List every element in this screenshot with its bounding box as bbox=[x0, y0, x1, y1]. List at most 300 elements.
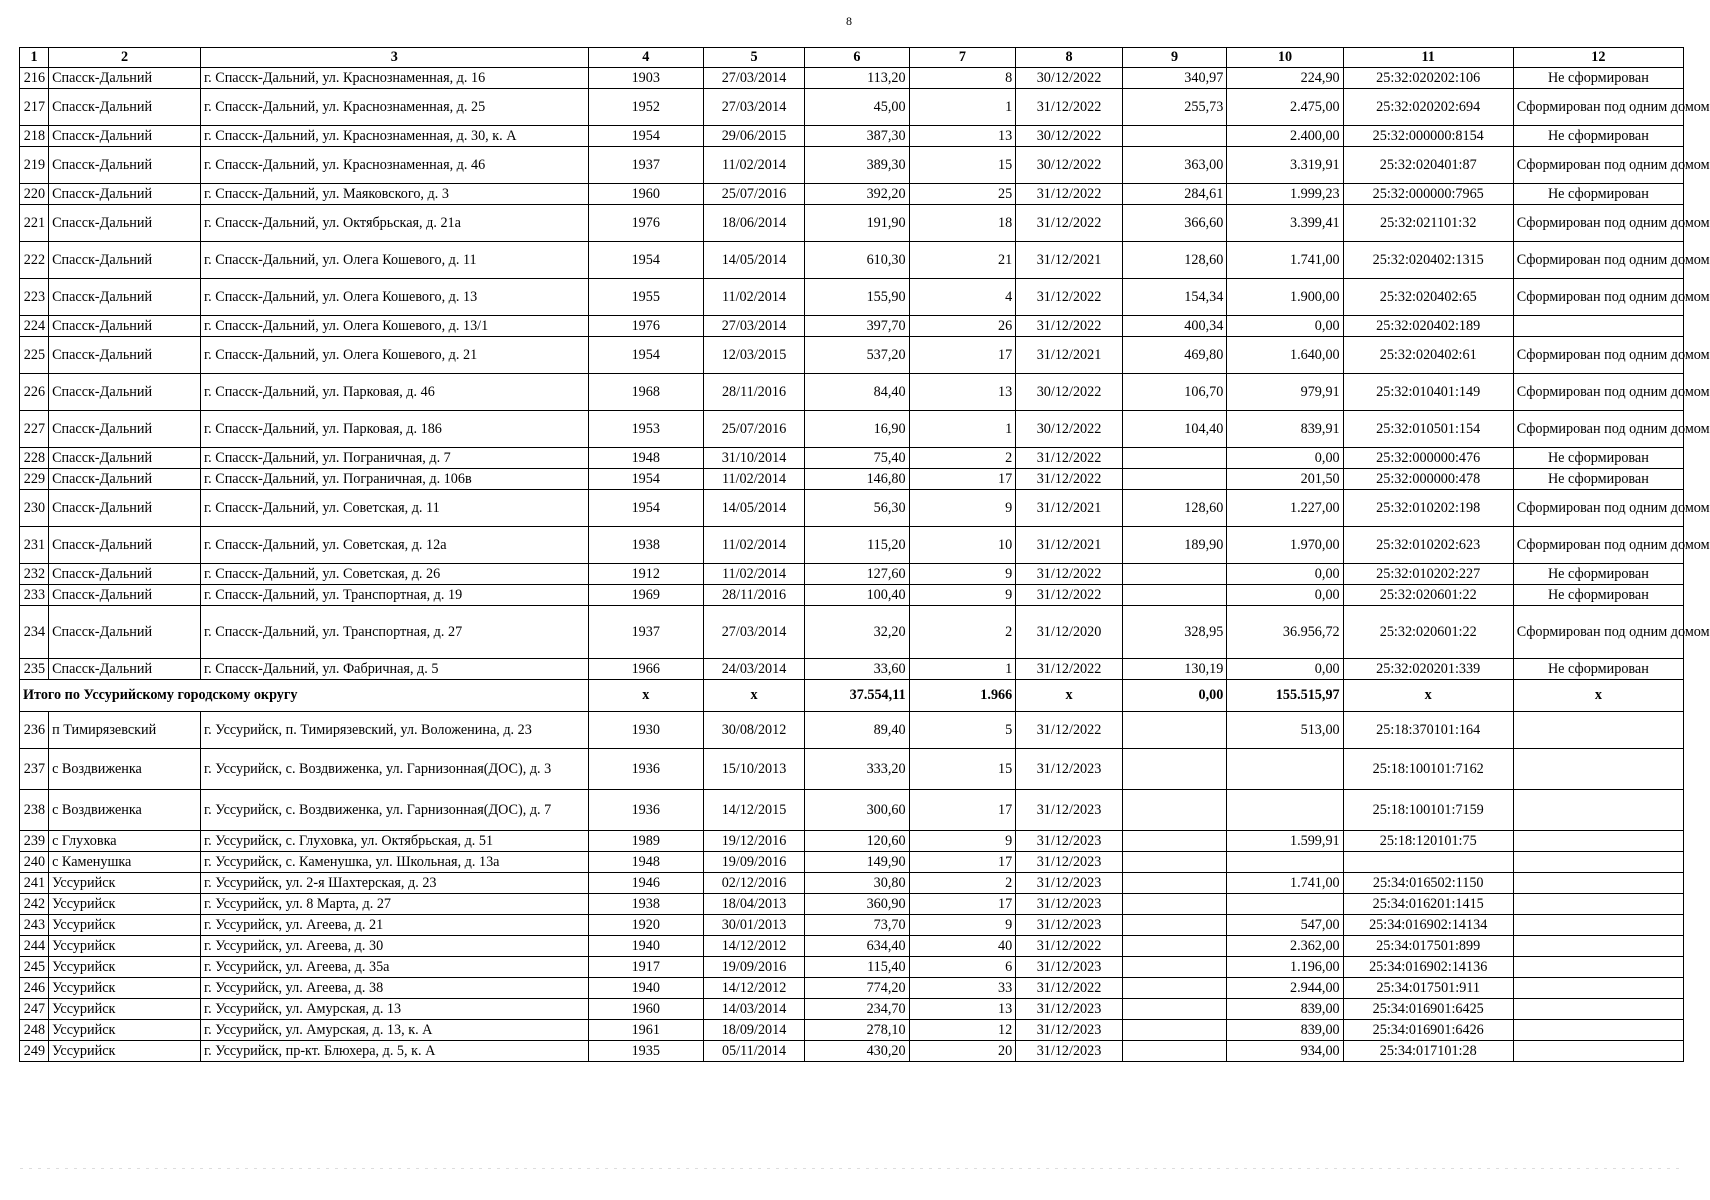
cadastral-number: 25:32:020401:87 bbox=[1343, 147, 1513, 184]
land-status bbox=[1513, 1020, 1683, 1041]
residents: 17 bbox=[909, 337, 1016, 374]
build-year: 1953 bbox=[588, 411, 703, 448]
area: 392,20 bbox=[805, 184, 909, 205]
address: г. Уссурийск, ул. Амурская, д. 13, к. А bbox=[200, 1020, 588, 1041]
table-row bbox=[20, 68, 1684, 89]
land-status bbox=[1513, 915, 1683, 936]
address: г. Уссурийск, с. Воздвиженка, ул. Гарнизонная(ДОС), д. 3 bbox=[200, 749, 588, 790]
total-c5: x bbox=[703, 680, 804, 712]
col9-value: 106,70 bbox=[1122, 374, 1226, 411]
land-status: Не сформирован bbox=[1513, 448, 1683, 469]
date: 24/03/2014 bbox=[703, 659, 804, 680]
land-status: Сформирован под одним домом bbox=[1513, 279, 1683, 316]
land-status: Сформирован под одним домом bbox=[1513, 411, 1683, 448]
col10-value: 547,00 bbox=[1227, 915, 1343, 936]
settlement: Уссурийск bbox=[49, 978, 201, 999]
date: 02/12/2016 bbox=[703, 873, 804, 894]
settlement: Спасск-Дальний bbox=[49, 184, 201, 205]
date: 11/02/2014 bbox=[703, 564, 804, 585]
column-header-11: 11 bbox=[1343, 48, 1513, 68]
date: 14/12/2012 bbox=[703, 978, 804, 999]
area: 100,40 bbox=[805, 585, 909, 606]
table-row bbox=[20, 831, 1684, 852]
deadline: 31/12/2022 bbox=[1016, 585, 1123, 606]
build-year: 1920 bbox=[588, 915, 703, 936]
table-row bbox=[20, 712, 1684, 749]
address: г. Уссурийск, с. Воздвиженка, ул. Гарнизонная(ДОС), д. 7 bbox=[200, 790, 588, 831]
cadastral-number bbox=[1343, 852, 1513, 873]
address: г. Спасск-Дальний, ул. Олега Кошевого, д. 11 bbox=[200, 242, 588, 279]
area: 75,40 bbox=[805, 448, 909, 469]
row-number: 247 bbox=[20, 999, 49, 1020]
residents: 21 bbox=[909, 242, 1016, 279]
settlement: с Воздвиженка bbox=[49, 749, 201, 790]
cadastral-number: 25:32:020402:65 bbox=[1343, 279, 1513, 316]
deadline: 30/12/2022 bbox=[1016, 374, 1123, 411]
row-number: 243 bbox=[20, 915, 49, 936]
row-number: 244 bbox=[20, 936, 49, 957]
row-number: 240 bbox=[20, 852, 49, 873]
build-year: 1954 bbox=[588, 242, 703, 279]
area: 120,60 bbox=[805, 831, 909, 852]
col10-value bbox=[1227, 790, 1343, 831]
area: 387,30 bbox=[805, 126, 909, 147]
area: 115,20 bbox=[805, 527, 909, 564]
page-number: 8 bbox=[846, 14, 852, 28]
total-label: Итого по Уссурийскому городскому округу bbox=[20, 680, 589, 712]
land-status: Сформирован под одним домом bbox=[1513, 89, 1683, 126]
deadline: 31/12/2022 bbox=[1016, 659, 1123, 680]
address: г. Уссурийск, ул. Агеева, д. 35а bbox=[200, 957, 588, 978]
build-year: 1976 bbox=[588, 205, 703, 242]
col9-value bbox=[1122, 831, 1226, 852]
col10-value: 0,00 bbox=[1227, 564, 1343, 585]
cadastral-number: 25:18:100101:7162 bbox=[1343, 749, 1513, 790]
date: 15/10/2013 bbox=[703, 749, 804, 790]
deadline: 31/12/2021 bbox=[1016, 490, 1123, 527]
cadastral-number: 25:34:017501:911 bbox=[1343, 978, 1513, 999]
settlement: Уссурийск bbox=[49, 999, 201, 1020]
col10-value: 0,00 bbox=[1227, 316, 1343, 337]
row-number: 223 bbox=[20, 279, 49, 316]
address: г. Спасск-Дальний, ул. Пограничная, д. 106в bbox=[200, 469, 588, 490]
col9-value bbox=[1122, 749, 1226, 790]
address: г. Спасск-Дальний, ул. Краснознаменная, д. 30, к. А bbox=[200, 126, 588, 147]
deadline: 31/12/2022 bbox=[1016, 564, 1123, 585]
residents: 17 bbox=[909, 790, 1016, 831]
date: 30/08/2012 bbox=[703, 712, 804, 749]
column-header-8: 8 bbox=[1016, 48, 1123, 68]
settlement: Спасск-Дальний bbox=[49, 469, 201, 490]
deadline: 31/12/2022 bbox=[1016, 184, 1123, 205]
settlement: Спасск-Дальний bbox=[49, 279, 201, 316]
address: г. Спасск-Дальний, ул. Фабричная, д. 5 bbox=[200, 659, 588, 680]
land-status bbox=[1513, 712, 1683, 749]
cadastral-number: 25:32:020402:61 bbox=[1343, 337, 1513, 374]
deadline: 31/12/2023 bbox=[1016, 790, 1123, 831]
build-year: 1912 bbox=[588, 564, 703, 585]
col9-value: 363,00 bbox=[1122, 147, 1226, 184]
build-year: 1940 bbox=[588, 978, 703, 999]
build-year: 1954 bbox=[588, 469, 703, 490]
build-year: 1937 bbox=[588, 606, 703, 659]
residents: 9 bbox=[909, 564, 1016, 585]
col9-value bbox=[1122, 915, 1226, 936]
col10-value: 201,50 bbox=[1227, 469, 1343, 490]
deadline: 31/12/2022 bbox=[1016, 469, 1123, 490]
date: 14/12/2012 bbox=[703, 936, 804, 957]
row-number: 246 bbox=[20, 978, 49, 999]
area: 84,40 bbox=[805, 374, 909, 411]
col9-value bbox=[1122, 585, 1226, 606]
row-number: 218 bbox=[20, 126, 49, 147]
address: г. Спасск-Дальний, ул. Парковая, д. 46 bbox=[200, 374, 588, 411]
address: г. Спасск-Дальний, ул. Октябрьская, д. 21а bbox=[200, 205, 588, 242]
deadline: 31/12/2021 bbox=[1016, 242, 1123, 279]
deadline: 31/12/2022 bbox=[1016, 712, 1123, 749]
land-status bbox=[1513, 852, 1683, 873]
residents: 13 bbox=[909, 999, 1016, 1020]
deadline: 31/12/2020 bbox=[1016, 606, 1123, 659]
deadline: 30/12/2022 bbox=[1016, 126, 1123, 147]
area: 16,90 bbox=[805, 411, 909, 448]
deadline: 31/12/2023 bbox=[1016, 957, 1123, 978]
row-number: 219 bbox=[20, 147, 49, 184]
area: 774,20 bbox=[805, 978, 909, 999]
build-year: 1976 bbox=[588, 316, 703, 337]
table-row bbox=[20, 411, 1684, 448]
cadastral-number: 25:32:000000:476 bbox=[1343, 448, 1513, 469]
row-number: 248 bbox=[20, 1020, 49, 1041]
table-row bbox=[20, 374, 1684, 411]
row-number: 241 bbox=[20, 873, 49, 894]
date: 18/04/2013 bbox=[703, 894, 804, 915]
residents: 2 bbox=[909, 873, 1016, 894]
area: 33,60 bbox=[805, 659, 909, 680]
residents: 10 bbox=[909, 527, 1016, 564]
build-year: 1936 bbox=[588, 749, 703, 790]
table-row bbox=[20, 999, 1684, 1020]
cadastral-number: 25:32:000000:8154 bbox=[1343, 126, 1513, 147]
col10-value: 1.599,91 bbox=[1227, 831, 1343, 852]
deadline: 31/12/2022 bbox=[1016, 978, 1123, 999]
settlement: Спасск-Дальний bbox=[49, 126, 201, 147]
land-status bbox=[1513, 1041, 1683, 1062]
table-row bbox=[20, 527, 1684, 564]
date: 28/11/2016 bbox=[703, 374, 804, 411]
row-number: 238 bbox=[20, 790, 49, 831]
deadline: 31/12/2022 bbox=[1016, 279, 1123, 316]
column-header-5: 5 bbox=[703, 48, 804, 68]
residents: 5 bbox=[909, 712, 1016, 749]
settlement: Спасск-Дальний bbox=[49, 68, 201, 89]
settlement: Спасск-Дальний bbox=[49, 205, 201, 242]
area: 73,70 bbox=[805, 915, 909, 936]
column-header-2: 2 bbox=[49, 48, 201, 68]
address: г. Уссурийск, ул. Агеева, д. 21 bbox=[200, 915, 588, 936]
area: 113,20 bbox=[805, 68, 909, 89]
area: 115,40 bbox=[805, 957, 909, 978]
col10-value: 36.956,72 bbox=[1227, 606, 1343, 659]
row-number: 232 bbox=[20, 564, 49, 585]
row-number: 225 bbox=[20, 337, 49, 374]
settlement: Уссурийск bbox=[49, 915, 201, 936]
cadastral-number: 25:32:021101:32 bbox=[1343, 205, 1513, 242]
settlement: Спасск-Дальний bbox=[49, 606, 201, 659]
cadastral-number: 25:32:020601:22 bbox=[1343, 606, 1513, 659]
row-number: 226 bbox=[20, 374, 49, 411]
column-header-6: 6 bbox=[805, 48, 909, 68]
row-number: 249 bbox=[20, 1041, 49, 1062]
address: г. Уссурийск, ул. 2-я Шахтерская, д. 23 bbox=[200, 873, 588, 894]
table-row bbox=[20, 957, 1684, 978]
col9-value: 128,60 bbox=[1122, 242, 1226, 279]
settlement: Спасск-Дальний bbox=[49, 585, 201, 606]
date: 27/03/2014 bbox=[703, 606, 804, 659]
col10-value: 1.196,00 bbox=[1227, 957, 1343, 978]
date: 25/07/2016 bbox=[703, 411, 804, 448]
column-header-7: 7 bbox=[909, 48, 1016, 68]
col9-value: 130,19 bbox=[1122, 659, 1226, 680]
cadastral-number: 25:34:017101:28 bbox=[1343, 1041, 1513, 1062]
deadline: 31/12/2022 bbox=[1016, 448, 1123, 469]
address: г. Спасск-Дальний, ул. Олега Кошевого, д. 13/1 bbox=[200, 316, 588, 337]
residents: 13 bbox=[909, 126, 1016, 147]
settlement: Спасск-Дальний bbox=[49, 527, 201, 564]
column-header-3: 3 bbox=[200, 48, 588, 68]
deadline: 30/12/2022 bbox=[1016, 411, 1123, 448]
area: 537,20 bbox=[805, 337, 909, 374]
date: 11/02/2014 bbox=[703, 279, 804, 316]
address: г. Уссурийск, ул. 8 Марта, д. 27 bbox=[200, 894, 588, 915]
deadline: 31/12/2023 bbox=[1016, 749, 1123, 790]
table-row bbox=[20, 126, 1684, 147]
table-row bbox=[20, 469, 1684, 490]
table-row bbox=[20, 564, 1684, 585]
residents: 2 bbox=[909, 606, 1016, 659]
col10-value: 224,90 bbox=[1227, 68, 1343, 89]
area: 56,30 bbox=[805, 490, 909, 527]
address: г. Спасск-Дальний, ул. Транспортная, д. 27 bbox=[200, 606, 588, 659]
residents: 9 bbox=[909, 585, 1016, 606]
col9-value bbox=[1122, 564, 1226, 585]
land-status: Сформирован под одним домом bbox=[1513, 242, 1683, 279]
deadline: 31/12/2021 bbox=[1016, 527, 1123, 564]
date: 18/06/2014 bbox=[703, 205, 804, 242]
land-status bbox=[1513, 978, 1683, 999]
settlement: Спасск-Дальний bbox=[49, 242, 201, 279]
build-year: 1935 bbox=[588, 1041, 703, 1062]
cadastral-number: 25:34:016201:1415 bbox=[1343, 894, 1513, 915]
settlement: Спасск-Дальний bbox=[49, 316, 201, 337]
col9-value bbox=[1122, 999, 1226, 1020]
col10-value: 3.399,41 bbox=[1227, 205, 1343, 242]
date: 05/11/2014 bbox=[703, 1041, 804, 1062]
land-status: Не сформирован bbox=[1513, 469, 1683, 490]
land-status bbox=[1513, 936, 1683, 957]
row-number: 242 bbox=[20, 894, 49, 915]
col10-value: 2.944,00 bbox=[1227, 978, 1343, 999]
build-year: 1903 bbox=[588, 68, 703, 89]
table-row bbox=[20, 1041, 1684, 1062]
table-row bbox=[20, 873, 1684, 894]
col9-value: 104,40 bbox=[1122, 411, 1226, 448]
col9-value: 328,95 bbox=[1122, 606, 1226, 659]
cadastral-number: 25:18:100101:7159 bbox=[1343, 790, 1513, 831]
land-status: Сформирован под одним домом bbox=[1513, 205, 1683, 242]
row-number: 228 bbox=[20, 448, 49, 469]
date: 27/03/2014 bbox=[703, 68, 804, 89]
area: 430,20 bbox=[805, 1041, 909, 1062]
column-header-12: 12 bbox=[1513, 48, 1683, 68]
deadline: 31/12/2021 bbox=[1016, 337, 1123, 374]
build-year: 1930 bbox=[588, 712, 703, 749]
table-row bbox=[20, 490, 1684, 527]
settlement: Спасск-Дальний bbox=[49, 89, 201, 126]
build-year: 1968 bbox=[588, 374, 703, 411]
date: 18/09/2014 bbox=[703, 1020, 804, 1041]
residents: 25 bbox=[909, 184, 1016, 205]
settlement: Уссурийск bbox=[49, 1041, 201, 1062]
col9-value: 469,80 bbox=[1122, 337, 1226, 374]
land-status: Не сформирован bbox=[1513, 659, 1683, 680]
total-c9: 0,00 bbox=[1122, 680, 1226, 712]
col10-value: 1.900,00 bbox=[1227, 279, 1343, 316]
land-status bbox=[1513, 894, 1683, 915]
col9-value bbox=[1122, 126, 1226, 147]
address: г. Уссурийск, с. Каменушка, ул. Школьная, д. 13а bbox=[200, 852, 588, 873]
row-number: 227 bbox=[20, 411, 49, 448]
area: 634,40 bbox=[805, 936, 909, 957]
build-year: 1936 bbox=[588, 790, 703, 831]
cadastral-number: 25:32:000000:478 bbox=[1343, 469, 1513, 490]
cadastral-number: 25:32:010501:154 bbox=[1343, 411, 1513, 448]
settlement: Спасск-Дальний bbox=[49, 337, 201, 374]
date: 11/02/2014 bbox=[703, 527, 804, 564]
residents: 9 bbox=[909, 831, 1016, 852]
col9-value: 284,61 bbox=[1122, 184, 1226, 205]
land-status bbox=[1513, 790, 1683, 831]
cadastral-number: 25:34:016901:6425 bbox=[1343, 999, 1513, 1020]
land-status bbox=[1513, 999, 1683, 1020]
col10-value: 839,00 bbox=[1227, 1020, 1343, 1041]
residents: 40 bbox=[909, 936, 1016, 957]
deadline: 31/12/2022 bbox=[1016, 89, 1123, 126]
col10-value: 979,91 bbox=[1227, 374, 1343, 411]
col9-value bbox=[1122, 790, 1226, 831]
area: 610,30 bbox=[805, 242, 909, 279]
row-number: 230 bbox=[20, 490, 49, 527]
cadastral-number: 25:32:020402:1315 bbox=[1343, 242, 1513, 279]
land-status bbox=[1513, 316, 1683, 337]
address: г. Спасск-Дальний, ул. Советская, д. 26 bbox=[200, 564, 588, 585]
table-row bbox=[20, 184, 1684, 205]
build-year: 1960 bbox=[588, 999, 703, 1020]
deadline: 31/12/2023 bbox=[1016, 915, 1123, 936]
settlement: Спасск-Дальний bbox=[49, 374, 201, 411]
residents: 4 bbox=[909, 279, 1016, 316]
address: г. Спасск-Дальний, ул. Транспортная, д. 19 bbox=[200, 585, 588, 606]
area: 45,00 bbox=[805, 89, 909, 126]
area: 389,30 bbox=[805, 147, 909, 184]
build-year: 1969 bbox=[588, 585, 703, 606]
col10-value: 2.400,00 bbox=[1227, 126, 1343, 147]
total-row bbox=[20, 680, 1684, 712]
cadastral-number: 25:32:010202:227 bbox=[1343, 564, 1513, 585]
table-row bbox=[20, 978, 1684, 999]
col9-value bbox=[1122, 1041, 1226, 1062]
settlement: п Тимирязевский bbox=[49, 712, 201, 749]
residents: 17 bbox=[909, 852, 1016, 873]
col10-value: 839,00 bbox=[1227, 999, 1343, 1020]
area: 155,90 bbox=[805, 279, 909, 316]
date: 14/03/2014 bbox=[703, 999, 804, 1020]
land-status: Сформирован под одним домом bbox=[1513, 374, 1683, 411]
deadline: 31/12/2022 bbox=[1016, 936, 1123, 957]
residents: 6 bbox=[909, 957, 1016, 978]
cadastral-number: 25:32:020201:339 bbox=[1343, 659, 1513, 680]
row-number: 220 bbox=[20, 184, 49, 205]
settlement: Спасск-Дальний bbox=[49, 490, 201, 527]
date: 27/03/2014 bbox=[703, 89, 804, 126]
residents: 1 bbox=[909, 89, 1016, 126]
scan-artifact-line bbox=[20, 1168, 1680, 1169]
total-c6: 37.554,11 bbox=[805, 680, 909, 712]
column-header-4: 4 bbox=[588, 48, 703, 68]
address: г. Спасск-Дальний, ул. Маяковского, д. 3 bbox=[200, 184, 588, 205]
row-number: 235 bbox=[20, 659, 49, 680]
address: г. Спасск-Дальний, ул. Пограничная, д. 7 bbox=[200, 448, 588, 469]
cadastral-number: 25:18:120101:75 bbox=[1343, 831, 1513, 852]
row-number: 245 bbox=[20, 957, 49, 978]
deadline: 31/12/2022 bbox=[1016, 205, 1123, 242]
area: 234,70 bbox=[805, 999, 909, 1020]
col9-value bbox=[1122, 1020, 1226, 1041]
col9-value: 400,34 bbox=[1122, 316, 1226, 337]
date: 11/02/2014 bbox=[703, 147, 804, 184]
col10-value: 1.741,00 bbox=[1227, 873, 1343, 894]
land-status: Не сформирован bbox=[1513, 126, 1683, 147]
cadastral-number: 25:18:370101:164 bbox=[1343, 712, 1513, 749]
residents: 33 bbox=[909, 978, 1016, 999]
table-row bbox=[20, 242, 1684, 279]
settlement: Спасск-Дальний bbox=[49, 147, 201, 184]
area: 333,20 bbox=[805, 749, 909, 790]
total-c12: x bbox=[1513, 680, 1683, 712]
build-year: 1940 bbox=[588, 936, 703, 957]
table-header bbox=[20, 48, 1684, 68]
housing-register-table bbox=[19, 47, 1710, 1062]
table-row bbox=[20, 1020, 1684, 1041]
settlement: Уссурийск bbox=[49, 894, 201, 915]
build-year: 1946 bbox=[588, 873, 703, 894]
address: г. Спасск-Дальний, ул. Парковая, д. 186 bbox=[200, 411, 588, 448]
date: 25/07/2016 bbox=[703, 184, 804, 205]
row-number: 217 bbox=[20, 89, 49, 126]
col9-value: 154,34 bbox=[1122, 279, 1226, 316]
col9-value bbox=[1122, 894, 1226, 915]
col10-value bbox=[1227, 852, 1343, 873]
address: г. Спасск-Дальний, ул. Краснознаменная, д. 16 bbox=[200, 68, 588, 89]
land-status bbox=[1513, 873, 1683, 894]
date: 14/12/2015 bbox=[703, 790, 804, 831]
table-row bbox=[20, 147, 1684, 184]
residents: 9 bbox=[909, 915, 1016, 936]
row-number: 233 bbox=[20, 585, 49, 606]
col9-value: 128,60 bbox=[1122, 490, 1226, 527]
col10-value: 0,00 bbox=[1227, 659, 1343, 680]
area: 300,60 bbox=[805, 790, 909, 831]
